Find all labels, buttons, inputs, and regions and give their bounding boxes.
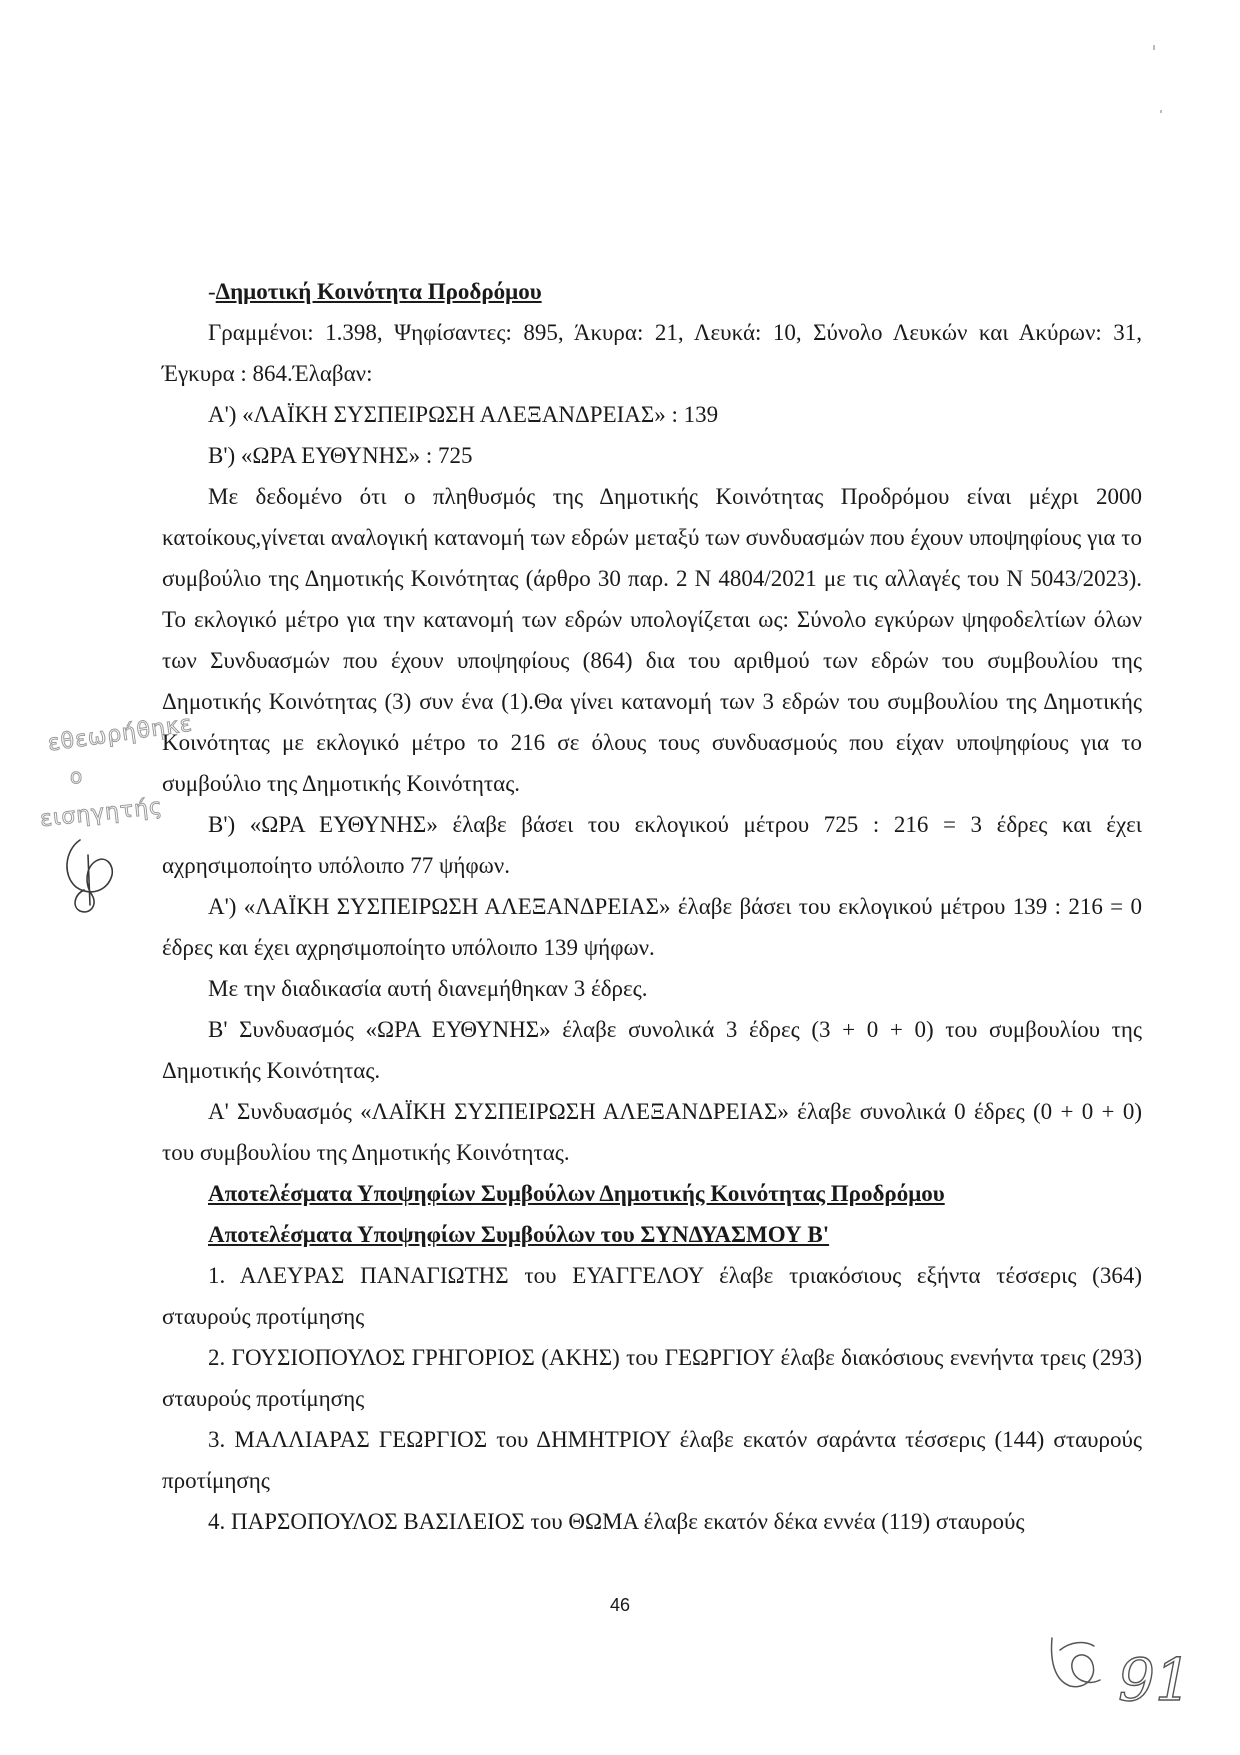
paragraph-list-a-total: Α' Συνδυασμός «ΛΑΪΚΗ ΣΥΣΠΕΙΡΩΣΗ ΑΛΕΞΑΝΔΡΕΙΑΣ» έλαβε συνολικά 0 έδρες (0 + 0 + 0) του συμβουλίου της Δημοτικής Κοινότητας. (162, 1099, 1142, 1165)
candidate-item: 2. ΓΟΥΣΙΟΠΟΥΛΟΣ ΓΡΗΓΟΡΙΟΣ (ΑΚΗΣ) του ΓΕΩΡΓΙΟΥ έλαβε διακόσιους ενενήντα τρεις (293) σταυρούς προτίμησης (162, 1345, 1142, 1411)
handwritten-number: 91 (1118, 1646, 1192, 1714)
scan-speck (1153, 45, 1155, 50)
paragraph-list-a: Α') «ΛΑΪΚΗ ΣΥΣΠΕΙΡΩΣΗ ΑΛΕΞΑΝΔΡΕΙΑΣ» : 139 (208, 402, 719, 427)
signature-scribble (67, 840, 112, 912)
paragraph-seats-distributed: Με την διαδικασία αυτή διανεμήθηκαν 3 έδρες. (208, 976, 648, 1001)
section-heading (162, 271, 1142, 312)
stamp-text-middle: ο (70, 764, 83, 788)
scan-speck (1160, 110, 1162, 113)
reviewer-stamp (10, 711, 195, 925)
paragraph-list-b: Β') «ΩΡΑ ΕΥΘΥΝΗΣ» : 725 (208, 443, 473, 468)
section-heading-text: Δημοτική Κοινότητα Προδρόμου (215, 279, 542, 304)
stamp-text-top: εθεωρήθηκε (46, 711, 195, 757)
page-number: 46 (609, 1595, 631, 1615)
paragraph-allocation-method: Με δεδομένο ότι ο πληθυσμός της Δημοτικής Κοινότητας Προδρόμου είναι μέχρι 2000 κατοίκους,γίνεται αναλογική κατανομή των εδρών μεταξύ των συνδυασμών που έχουν υποψηφίους για το συμβούλιο της Δημοτικής Κοινότητας (άρθρο 30 παρ. 2 Ν 4804/2021 με τις αλλαγές του Ν 5043/2023). Το εκλογικό μέτρο για την κατανομή των εδρών υπολογίζεται ως: Σύνολο εγκύρων ψηφοδελτίων όλων των Συνδυασμών που έχουν υποψηφίους (864) δια του αριθμού των εδρών του συμβουλίου της Δημοτικής Κοινότητας (3) συν ένα (1).Θα γίνει κατανομή των 3 εδρών του συμβουλίου της Δημοτικής Κοινότητας με εκλογικό μέτρο το 216 σε όλους τους συνδυασμούς που είχαν υποψηφίους για το συμβούλιο της Δημοτικής Κοινότητας. (162, 484, 1142, 796)
section-heading-prefix: - (208, 279, 216, 304)
candidate-item: 4. ΠΑΡΣΟΠΟΥΛΟΣ ΒΑΣΙΛΕΙΟΣ του ΘΩΜΑ έλαβε εκατόν δέκα εννέα (119) σταυρούς (208, 1509, 1025, 1534)
candidate-item: 1. ΑΛΕΥΡΑΣ ΠΑΝΑΓΙΩΤΗΣ του ΕΥΑΓΓΕΛΟΥ έλαβε τριακόσιους εξήντα τέσσερις (364) σταυρούς προτίμησης (162, 1263, 1142, 1329)
results-heading-list-b: Αποτελέσματα Υποψηφίων Συμβούλων του ΣΥΝΔΥΑΣΜΟΥ Β' (208, 1222, 830, 1247)
paragraph-list-b-total: Β' Συνδυασμός «ΩΡΑ ΕΥΘΥΝΗΣ» έλαβε συνολικά 3 έδρες (3 + 0 + 0) του συμβουλίου της Δημοτικής Κοινότητας. (162, 1017, 1142, 1083)
handwritten-page-note (1040, 1620, 1192, 1730)
candidate-item: 3. ΜΑΛΛΙΑΡΑΣ ΓΕΩΡΓΙΟΣ του ΔΗΜΗΤΡΙΟΥ έλαβε εκατόν σαράντα τέσσερις (144) σταυρούς προτίμησης (162, 1427, 1142, 1493)
stamp-text-bottom: εισηγητής (38, 794, 165, 833)
document-body (162, 271, 1142, 1542)
paragraph-list-b-seats: Β') «ΩΡΑ ΕΥΘΥΝΗΣ» έλαβε βάσει του εκλογικού μέτρου 725 : 216 = 3 έδρες και έχει αχρησιμοποίητο υπόλοιπο 77 ψήφων. (162, 812, 1142, 878)
paragraph-vote-counts: Γραμμένοι: 1.398, Ψηφίσαντες: 895, Άκυρα: 21, Λευκά: 10, Σύνολο Λευκών και Ακύρων: 31, Έγκυρα : 864.Έλαβαν: (162, 320, 1142, 386)
paragraph-list-a-seats: Α') «ΛΑΪΚΗ ΣΥΣΠΕΙΡΩΣΗ ΑΛΕΞΑΝΔΡΕΙΑΣ» έλαβε βάσει του εκλογικού μέτρου 139 : 216 = 0 έδρες και έχει αχρησιμοποίητο υπόλοιπο 139 ψήφων. (162, 894, 1142, 960)
handwritten-scribble (1052, 1638, 1100, 1687)
results-heading-community: Αποτελέσματα Υποψηφίων Συμβούλων Δημοτικής Κοινότητας Προδρόμου (208, 1181, 945, 1206)
